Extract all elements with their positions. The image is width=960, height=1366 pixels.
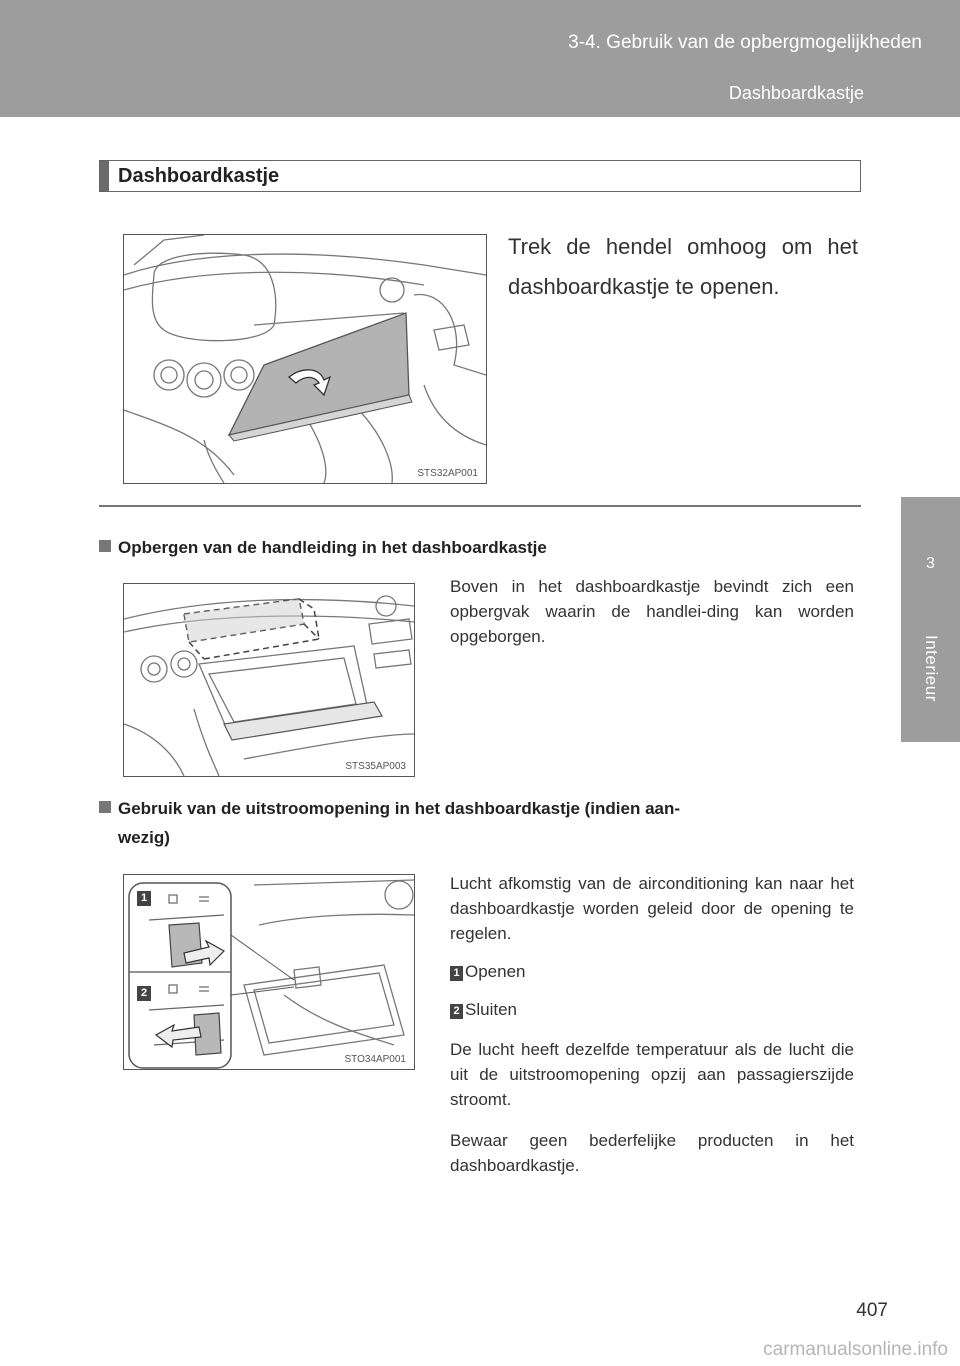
- section-heading-line1: Gebruik van de uitstroomopening in het dashboardkastje (indien aan-: [118, 799, 681, 818]
- watermark: carmanualsonline.info: [763, 1339, 948, 1360]
- section-heading-line2: wezig): [118, 828, 170, 847]
- topic-title-box: [99, 160, 861, 192]
- figure-manual-storage: [123, 583, 415, 777]
- figure-code: STS35AP003: [345, 761, 406, 772]
- page-number: 407: [856, 1300, 888, 1321]
- chapter-side-tab: [901, 497, 960, 742]
- title-bar-accent: [100, 161, 109, 191]
- manual-storage-description: Boven in het dashboardkastje bevindt zich een opbergvak waarin de handlei-ding kan worden opgeborgen.: [450, 577, 854, 646]
- air-vent-illustration: [124, 875, 414, 1069]
- section-heading-air-vent-cont: [118, 828, 170, 848]
- manual-storage-illustration: [124, 584, 414, 776]
- square-bullet-icon: [99, 540, 111, 552]
- section-heading-air-vent: [99, 799, 859, 819]
- glovebox-lever-illustration: [124, 235, 486, 483]
- step-open: [450, 962, 526, 982]
- step-number-badge: 2: [450, 1004, 463, 1019]
- chapter-label: Interieur: [922, 635, 941, 702]
- chapter-title: 3-4. Gebruik van de opbergmogelijkheden: [568, 32, 922, 53]
- step-number-badge: 1: [450, 966, 463, 981]
- air-vent-description: Lucht afkomstig van de airconditioning kan naar het dashboardkastje worden geleid door de opening te regelen.: [450, 874, 854, 943]
- figure-code: STO34AP001: [344, 1054, 406, 1065]
- chapter-number: 3: [926, 555, 935, 572]
- section-title: Dashboardkastje: [728, 83, 864, 103]
- step-label: Sluiten: [465, 1000, 517, 1019]
- topic-title: Dashboardkastje: [118, 165, 280, 187]
- square-bullet-icon: [99, 801, 111, 813]
- figure-air-vent: [123, 874, 415, 1070]
- section-heading-manual-storage: [99, 538, 547, 558]
- air-temperature-note: De lucht heeft dezelfde temperatuur als de lucht die uit de uitstroomopening opzij aan passagierszijde stroomt.: [450, 1040, 854, 1109]
- step-close: [450, 1000, 517, 1020]
- perishables-warning: Bewaar geen bederfelijke producten in het dashboardkastje.: [450, 1131, 854, 1175]
- figure-glovebox-open-lever: [123, 234, 487, 484]
- section-divider: [99, 505, 861, 507]
- figure-badge-2: 2: [137, 986, 151, 1001]
- figure-badge-1: 1: [137, 891, 151, 906]
- section-heading-text: Opbergen van de handleiding in het dashboardkastje: [118, 538, 547, 557]
- intro-instruction: Trek de hendel omhoog om het dashboardkastje te openen.: [508, 234, 858, 299]
- step-label: Openen: [465, 962, 526, 981]
- page-header: [0, 0, 960, 117]
- figure-code: STS32AP001: [417, 468, 478, 479]
